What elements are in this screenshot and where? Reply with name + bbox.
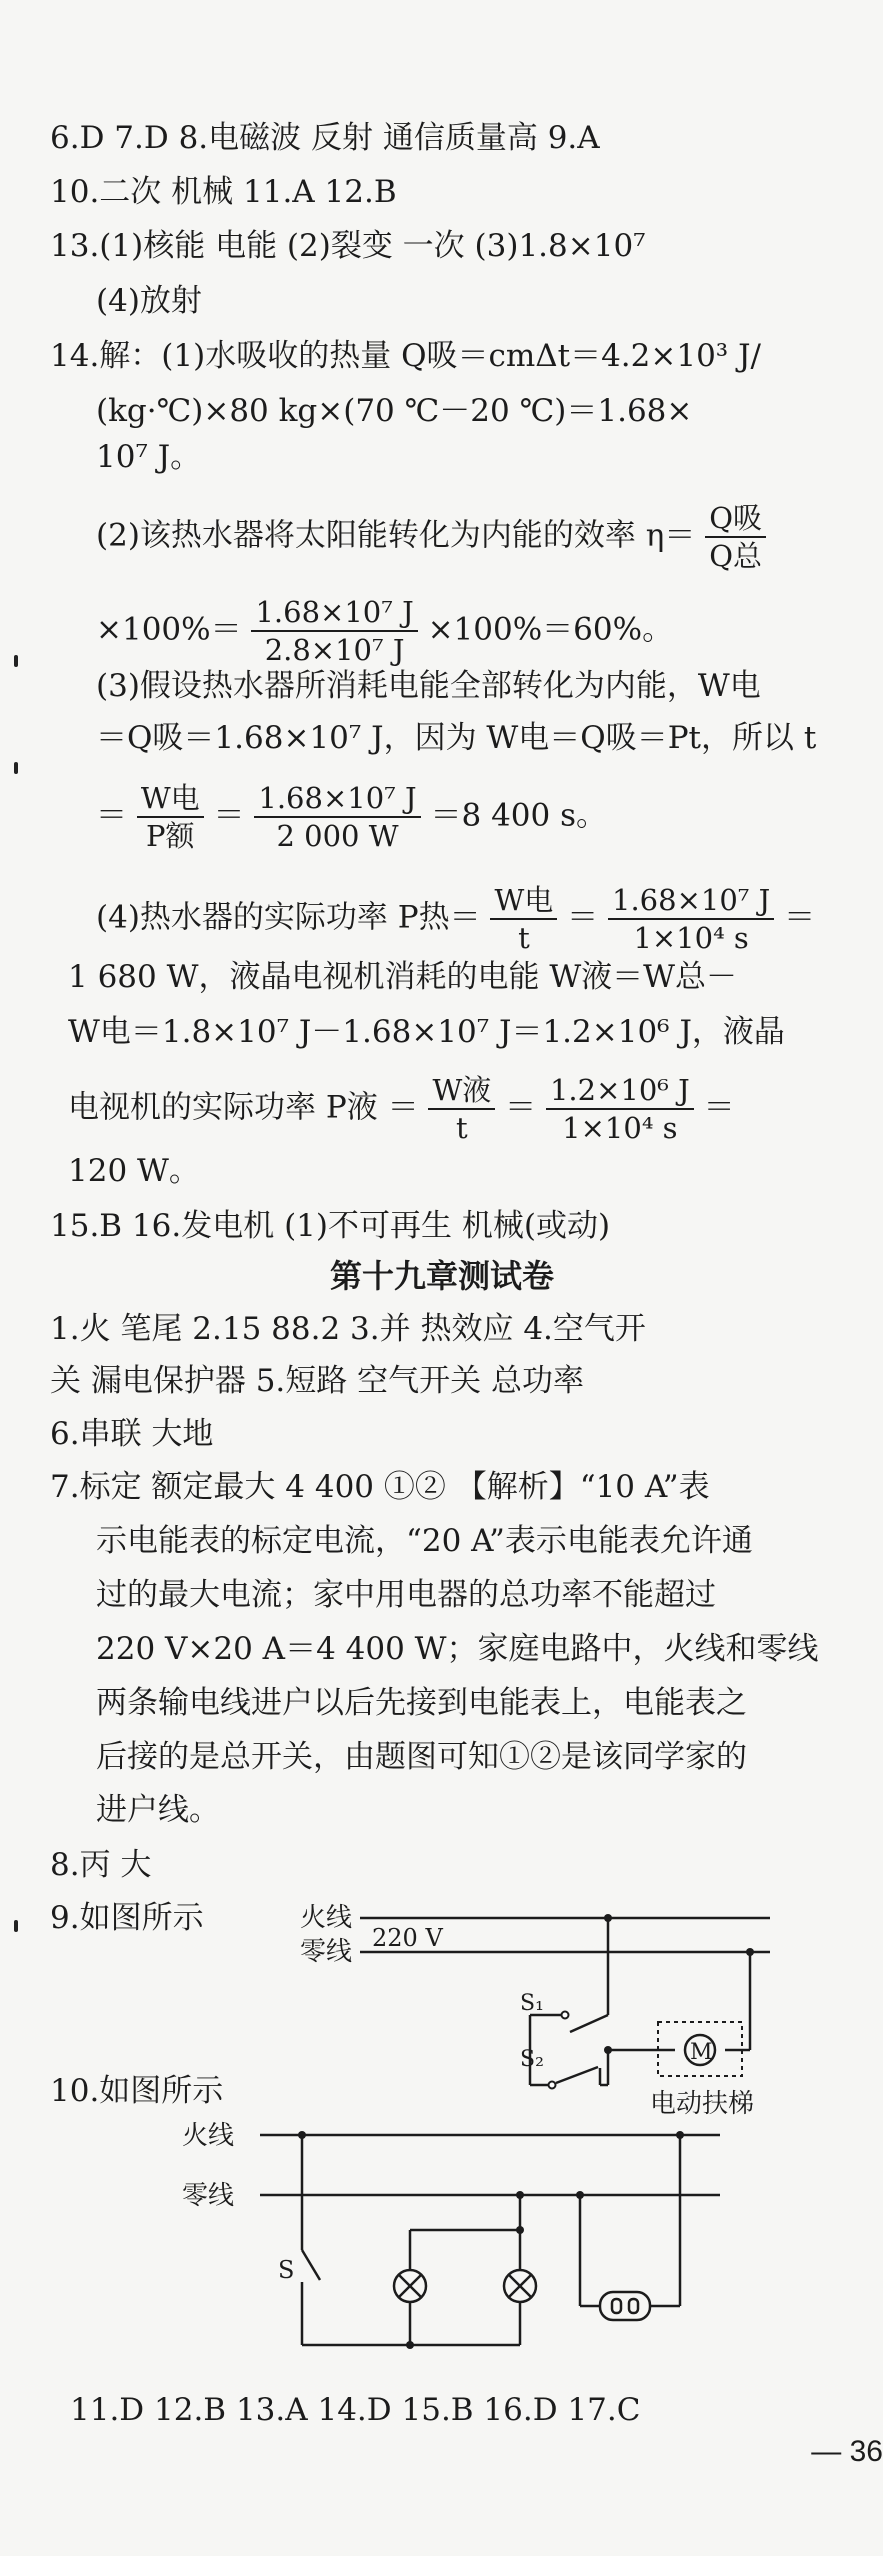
tv-power-fraction-numeric	[546, 1072, 694, 1146]
answer-line-13: 13.(1)核能 电能 (2)裂变 一次 (3)1.8×10⁷	[50, 228, 646, 264]
switch-s2-blade	[556, 2067, 598, 2083]
answer-line-ch19-11-17: 11.D 12.B 13.A 14.D 15.B 16.D 17.C	[70, 2392, 641, 2428]
equals-sign: ＝	[505, 1089, 537, 1126]
answer-line-14-4e: 120 W。	[68, 1153, 200, 1189]
answer-line-ch19-1: 1.火 笔尾 2.15 88.2 3.并 热效应 4.空气开	[50, 1311, 646, 1347]
answer-line-14-1: 14.解：(1)水吸收的热量 Q吸＝cmΔt＝4.2×10³ J/	[50, 338, 761, 374]
answer-line-14-1c: 10⁷ J。	[96, 439, 202, 475]
answer-line-14-4d	[68, 1072, 735, 1146]
power-fraction-symbolic	[490, 882, 557, 956]
fraction-denominator: P额	[146, 819, 195, 853]
answer-line-ch19-7d: 220 V×20 A＝4 400 W；家庭电路中，火线和零线	[96, 1631, 819, 1667]
answer-line-6-9: 6.D 7.D 8.电磁波 反射 通信质量高 9.A	[50, 120, 600, 156]
section-title: 第十九章测试卷	[330, 1257, 555, 1295]
fraction-numerator: Q吸	[705, 500, 766, 538]
switch-s-label: S	[278, 2256, 295, 2284]
fraction-denominator: 2.8×10⁷ J	[264, 633, 405, 667]
voltage-label: 220 V	[372, 1924, 443, 1952]
answer-line-15-16: 15.B 16.发电机 (1)不可再生 机械(或动)	[50, 1208, 611, 1244]
fraction-numerator: 1.68×10⁷ J	[251, 594, 417, 632]
answer-line-13-4: (4)放射	[96, 283, 202, 319]
circuit-diagram-9	[290, 1890, 810, 2119]
fraction-numerator: 1.68×10⁷ J	[608, 882, 774, 920]
circuit-10-svg	[180, 2120, 740, 2360]
answer-line-ch19-9: 9.如图所示	[50, 1900, 204, 1936]
socket-hole	[612, 2299, 621, 2313]
junction-dot	[406, 2341, 414, 2349]
live-label: 火线	[182, 2121, 235, 2151]
answer-line-10-12: 10.二次 机械 11.A 12.B	[50, 174, 397, 210]
time-result: ＝8 400 s。	[430, 797, 608, 834]
live-label: 火线	[300, 1903, 353, 1933]
time-fraction-symbolic	[137, 780, 204, 854]
equals-sign: ＝	[703, 1089, 735, 1126]
answer-line-ch19-7g: 进户线。	[96, 1792, 220, 1828]
switch-contact	[549, 2082, 556, 2089]
circuit-diagram-10	[180, 2120, 740, 2360]
junction-dot	[604, 2046, 612, 2054]
tv-power-fraction-symbolic	[428, 1072, 495, 1146]
answer-line-14-4b: 1 680 W，液晶电视机消耗的电能 W液＝W总－	[68, 959, 738, 995]
fraction-numerator: W电	[137, 780, 204, 818]
answer-line-14-3c	[96, 780, 607, 854]
switch-s-blade	[302, 2250, 320, 2280]
fraction-denominator: 1×10⁴ s	[633, 921, 749, 955]
percent-text: ×100%＝	[96, 611, 242, 648]
answer-line-ch19-10: 10.如图所示	[50, 2073, 224, 2109]
junction-dot	[298, 2131, 306, 2139]
efficiency-text: (2)该热水器将太阳能转化为内能的效率 η＝	[96, 517, 696, 554]
junction-dot	[676, 2131, 684, 2139]
motor-label: M	[690, 2040, 713, 2065]
answer-line-14-4	[96, 882, 815, 956]
page-number: — 36	[811, 2435, 883, 2468]
answer-line-ch19-8: 8.丙 大	[50, 1847, 152, 1883]
fraction-denominator: t	[518, 921, 530, 955]
energy-ratio-fraction	[251, 594, 417, 668]
answer-line-14-2b	[96, 594, 673, 668]
answer-line-ch19-7c: 过的最大电流；家中用电器的总功率不能超过	[96, 1577, 716, 1613]
answer-line-14-4c: W电＝1.8×10⁷ J－1.68×10⁷ J＝1.2×10⁶ J，液晶	[68, 1014, 785, 1050]
neutral-label: 零线	[182, 2181, 235, 2211]
fraction-denominator: Q总	[709, 539, 762, 573]
circuit-9-svg	[290, 1890, 810, 2119]
switch-s1-blade	[570, 2015, 608, 2032]
heater-power-text: (4)热水器的实际功率 P热＝	[96, 899, 481, 936]
fraction-numerator: W液	[428, 1072, 495, 1110]
junction-dot	[576, 2191, 584, 2199]
switch-contact	[562, 2012, 569, 2019]
answer-line-14-1b: (kg·℃)×80 kg×(70 ℃－20 ℃)＝1.68×	[96, 393, 693, 429]
junction-dot	[746, 1948, 754, 1956]
answer-line-ch19-7f: 后接的是总开关，由题图可知①②是该同学家的	[96, 1739, 747, 1775]
socket-hole	[629, 2299, 638, 2313]
answer-line-ch19-1b: 关 漏电保护器 5.短路 空气开关 总功率	[50, 1363, 584, 1399]
equals-sign: ＝	[567, 899, 599, 936]
switch-s2-label: S₂	[520, 2047, 544, 2072]
neutral-label: 零线	[300, 1937, 353, 1967]
margin-mark	[14, 1920, 18, 1932]
fraction-numerator: 1.2×10⁶ J	[546, 1072, 694, 1110]
fraction-numerator: 1.68×10⁷ J	[254, 780, 420, 818]
junction-dot	[604, 1914, 612, 1922]
fraction-denominator: 2 000 W	[276, 819, 399, 853]
junction-dot	[516, 2191, 524, 2199]
answer-line-ch19-7b: 示电能表的标定电流，“20 A”表示电能表允许通	[96, 1523, 753, 1559]
answer-line-ch19-6: 6.串联 大地	[50, 1416, 214, 1452]
answer-line-ch19-7e: 两条输电线进户以后先接到电能表上，电能表之	[96, 1685, 747, 1721]
switch-s1-label: S₁	[520, 1991, 544, 2016]
answer-line-ch19-7: 7.标定 额定最大 4 400 ①② 【解析】“10 A”表	[50, 1469, 710, 1505]
equals-sign: ＝	[784, 899, 816, 936]
socket-icon	[600, 2292, 650, 2320]
margin-mark	[14, 762, 18, 774]
tv-power-text: 电视机的实际功率 P液 ＝	[68, 1089, 419, 1126]
escalator-caption: 电动扶梯	[650, 2089, 755, 2119]
answer-line-14-2	[96, 500, 766, 574]
margin-mark	[14, 655, 18, 667]
fraction-denominator: t	[456, 1111, 468, 1145]
equals-sign: ＝	[96, 797, 127, 834]
fraction-denominator: 1×10⁴ s	[562, 1111, 678, 1145]
efficiency-result: ×100%＝60%。	[427, 611, 674, 648]
fraction-numerator: W电	[490, 882, 557, 920]
efficiency-fraction	[705, 500, 766, 574]
answer-line-14-3b: ＝Q吸＝1.68×10⁷ J，因为 W电＝Q吸＝Pt，所以 t	[96, 720, 817, 756]
time-fraction-numeric	[254, 780, 420, 854]
equals-sign: ＝	[213, 797, 245, 834]
answer-line-14-3: (3)假设热水器所消耗电能全部转化为内能，W电	[96, 668, 761, 704]
power-fraction-numeric	[608, 882, 774, 956]
junction-dot	[516, 2226, 524, 2234]
